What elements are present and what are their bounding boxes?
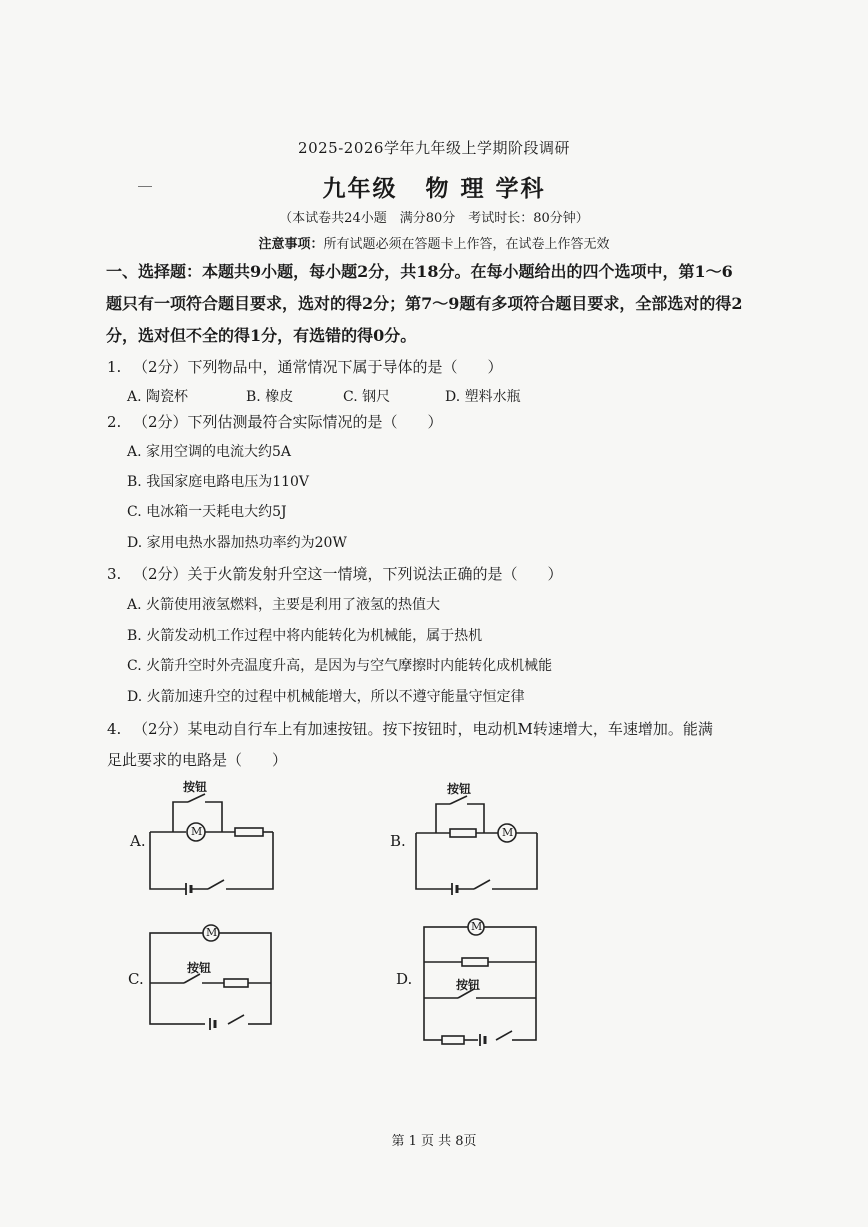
circuit-a [150,794,273,895]
q3-option-d: D. 火箭加速升空的过程中机械能增大，所以不遵守能量守恒定律 [127,689,525,705]
notice-text: 所有试题必须在答题卡上作答，在试卷上作答无效 [323,237,610,252]
q2-option-c: C. 电冰箱一天耗电大约5J [127,504,287,520]
q2-option-a: A. 家用空调的电流大约5A [127,444,292,460]
page-number: 第 1 页 共 8页 [391,1134,477,1149]
question-number: 3. [107,565,122,583]
q1-option-d: D. 塑料水瓶 [445,389,521,405]
q4-option-d-label: D. [396,970,413,988]
button-label-b: 按钮 [447,782,472,796]
q3-option-b: B. 火箭发动机工作过程中将内能转化为机械能，属于热机 [127,628,483,644]
question-number: 2. [107,413,122,431]
motor-label-c: M [206,926,218,939]
motor-label-a: M [191,825,203,838]
q4-option-b-label: B. [390,832,406,850]
section-heading: 一、选择题：本题共9小题，每小题2分，共18分。在每小题给出的四个选项中，第1～6题只有一项符合题目要求，选对的得2分；第7～9题有多项符合题目要求，全部选对的得2分，选对但不全的得1分，有选错的得0分。 [106,262,743,345]
exam-year-line: 2025-2026学年九年级上学期阶段调研 [298,139,570,157]
q4-option-c-label: C. [128,970,144,988]
q4-option-a-label: A. [130,832,146,850]
button-label-d: 按钮 [456,978,481,992]
q1-option-c: C. 钢尺 [343,389,391,405]
button-label-a: 按钮 [183,780,208,794]
q2-option-b: B. 我国家庭电路电压为110V [127,474,310,490]
question-4-line2: 足此要求的电路是（ ） [107,751,288,769]
motor-label-b: M [502,826,514,839]
q2-option-d: D. 家用电热水器加热功率约为20W [127,535,347,551]
question-number: 4. [107,720,122,738]
motor-label-d: M [471,920,483,933]
q1-option-a: A. 陶瓷杯 [127,389,189,405]
q1-option-b: B. 橡皮 [246,389,294,405]
grade-label: 九年级 [322,175,398,202]
circuit-b [416,796,537,895]
question-stem-line1: （2分）某电动自行车上有加速按钮。按下按钮时，电动机M转速增大，车速增加。能满 [133,720,713,738]
q3-option-c: C. 火箭升空时外壳温度升高，是因为与空气摩擦时内能转化成机械能 [127,658,553,674]
question-stem: （2分）下列物品中，通常情况下属于导体的是（ ） [133,358,503,376]
circuit-c [150,925,271,1030]
question-stem: （2分）关于火箭发射升空这一情境，下列说法正确的是（ ） [133,565,563,583]
notice-label: 注意事项： [258,237,324,252]
question-stem: （2分）下列估测最符合实际情况的是（ ） [133,413,443,431]
exam-info: （本试卷共24小题 满分80分 考试时长：80分钟） [279,211,589,226]
question-number: 1. [107,358,122,376]
q3-option-a: A. 火箭使用液氢燃料，主要是利用了液氢的热值大 [127,597,441,613]
button-label-c: 按钮 [187,961,212,975]
subject-label: 物 理 学科 [425,175,546,202]
